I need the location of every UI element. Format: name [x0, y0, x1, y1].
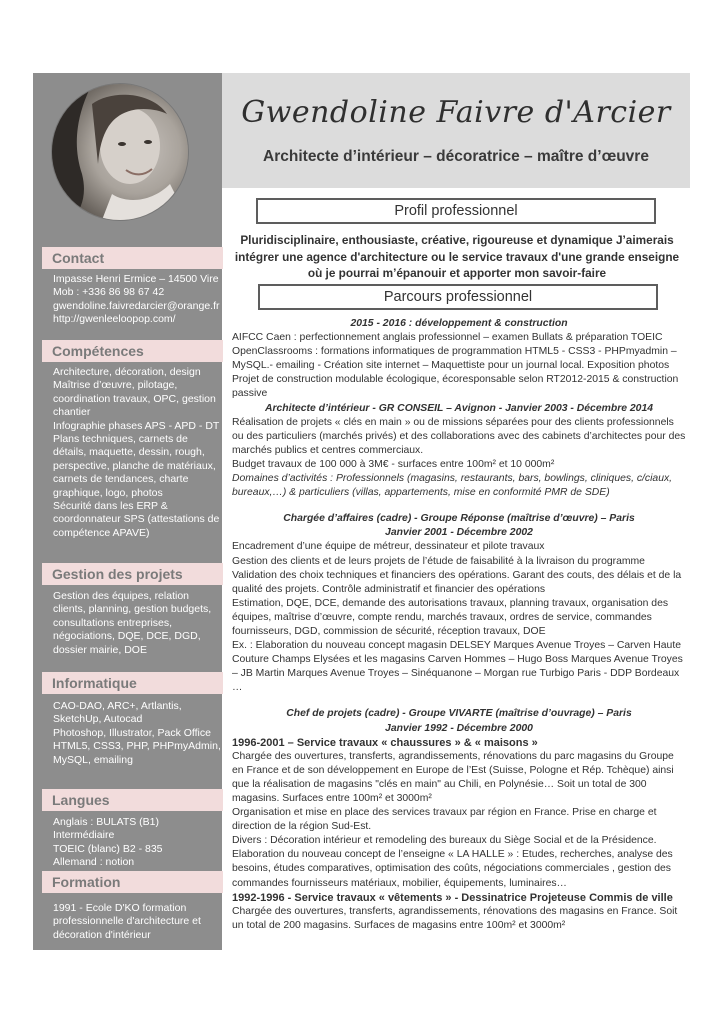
langues-heading: Langues	[42, 789, 223, 811]
header-band	[222, 73, 690, 188]
entry-heading: Architecte d’intérieur - GR CONSEIL – Avignon - Janvier 2003 - Décembre 2014	[264, 402, 654, 414]
informatique-heading: Informatique	[42, 672, 223, 694]
entry-line: Estimation, DQE, DCE, demande des autorisations travaux, planning travaux, organisation des équipes, maîtrise d’œuvre, compte rendu, marchés travaux, ordres de service, commandes fournisseurs, DGD, commission de sécurité, réception travaux, DOE	[232, 597, 669, 637]
entry-line: OpenClassrooms : formations informatiques de programmation HTML5 - CSS3 - PHPmyadmin – MySQL.- emailing - Création site internet – Maquettiste pour un journal local. Exposition photos	[232, 346, 677, 372]
gestion-list	[53, 590, 221, 657]
page-subtitle: Architecte d’intérieur – décoratrice – maître d’œuvre	[263, 148, 649, 165]
entry-dates: Janvier 2001 - Décembre 2002	[385, 527, 533, 539]
competences-heading: Compétences	[42, 340, 223, 362]
list-item: Photoshop, Illustrator, Pack Office	[53, 726, 211, 739]
contact-info	[53, 273, 221, 327]
entry-line: Domaines d’activités : Professionnels (magasins, restaurants, bars, bowlings, cliniques, c/ciaux, bureaux,…) & particuliers (villas, appartements, mise en conformité PMR de SDE)	[232, 473, 673, 499]
entry-line: Elaboration du nouveau concept de l’enseigne « LA HALLE » : Etudes, recherches, analyse des besoins, études comparatives, optimisation des coûts, négociations commerciales , gestion des commandes fournisseurs matériaux, mobilier, équipements, luminaires…	[232, 849, 673, 889]
contact-website-link[interactable]: http://gwenleeloopop.com/	[53, 313, 176, 326]
page-title: Gwendoline Faivre d'Arcier	[241, 95, 671, 130]
entry-line: Chargée des ouvertures, transferts, agrandissements, rénovations du parc magasins du Groupe en France et de son développement en Europe de l’Est (Suisse, Pologne et Rép. Tchèque) ainsi que la réalisation de magasins "clés en main" au Chili, en Polynésie… Soit un total de 300 magasins. Surfaces entre 100m² et 3000m²	[232, 750, 674, 804]
entry-heading: 2015 - 2016 : développement & construction	[350, 318, 568, 329]
entry-line: AIFCC Caen : perfectionnement anglais professionnel – examen Bullats & préparation TOEIC	[232, 332, 663, 344]
formation-list	[53, 902, 221, 942]
parcours-content	[232, 317, 686, 933]
entry-subheading: 1996-2001 – Service travaux « chaussures » & « maisons »	[232, 736, 538, 749]
entry-line: Budget travaux de 100 000 à 3M€ - surfaces entre 100m² et 10 000m²	[232, 458, 555, 470]
contact-phone: Mob : +336 86 98 67 42	[53, 286, 165, 299]
list-item: Plans techniques, carnets de détails, maquette, dessin, rough, perspective, planche de matériaux, carnets de tendances, charte graphique, logo, photos	[53, 433, 216, 499]
langues-list	[53, 816, 221, 870]
contact-email-link[interactable]: gwendoline.faivredarcier@orange.fr	[53, 299, 220, 312]
gestion-heading: Gestion des projets	[42, 563, 223, 585]
profil-heading: Profil professionnel	[256, 198, 656, 224]
entry-heading: Chef de projets (cadre) - Groupe VIVARTE (maîtrise d’ouvrage) – Paris	[286, 708, 632, 720]
contact-address: Impasse Henri Ermice – 14500 Vire	[53, 273, 219, 285]
formation-heading: Formation	[42, 871, 223, 893]
competences-list	[53, 366, 221, 540]
list-item: Anglais : BULATS (B1) Intermédiaire	[53, 816, 160, 842]
entry-line: Réalisation de projets « clés en main » ou de missions séparées pour des clients professionnels ou des particuliers (marchés privés) et des collaborations avec des cabinets d’architectes pour des marchés publics et centres commerciaux.	[232, 416, 686, 456]
list-item: Infographie phases APS - APD - DT	[53, 419, 220, 432]
informatique-list	[53, 700, 221, 767]
list-item: TOEIC (blanc) B2 - 835	[53, 842, 163, 855]
list-item: Architecture, décoration, design	[53, 366, 201, 378]
entry-line: Validation des choix techniques et financiers des opérations. Garant des couts, des délais et de la qualité des projets. Contrôle administratif et financier des opérations	[232, 569, 682, 595]
entry-line: Gestion des clients et de leurs projets de l’étude de faisabilité à la livraison du programme	[232, 555, 645, 567]
entry-line: Divers : Décoration intérieur et remodeling des bureaux du Siège Social et de la Présidence.	[232, 835, 657, 847]
entry-subheading: 1992-1996 - Service travaux « vêtements » - Dessinatrice Projeteuse Commis de ville	[232, 891, 673, 904]
entry-line: Ex. : Elaboration du nouveau concept magasin DELSEY Marques Avenue Troyes – Carven Haute Couture Champs Elysées et les magasins Carven Hommes – Hugo Boss Marques Avenue Troyes – JB Martin Marques Avenue Troyes – Sinéquanone – Morgan rue Turbigo Paris - DDP Bordeaux …	[232, 640, 683, 694]
entry-line: Projet de construction modulable écologique, écoresponsable selon RT2012-2015 & construction passive	[232, 374, 679, 400]
parcours-heading: Parcours professionnel	[258, 284, 658, 310]
entry-line: Encadrement d’une équipe de métreur, dessinateur et pilote travaux	[232, 541, 545, 553]
list-item: Maîtrise d’œuvre, pilotage, coordination travaux, OPC, gestion chantier	[53, 379, 216, 419]
list-item: CAO-DAO, ARC+, Artlantis, SketchUp, Autocad	[53, 700, 182, 726]
list-item: HTML5, CSS3, PHP, PHPmyAdmin, MySQL, emailing	[53, 740, 221, 766]
list-item: 1991 - Ecole D'KO formation professionnelle d'architecture et décoration d'intérieur	[53, 902, 201, 941]
entry-line: Organisation et mise en place des services travaux par région en France. Prise en charge et direction de la région Sud-Est.	[232, 807, 657, 833]
contact-heading: Contact	[42, 247, 223, 269]
entry-line: Chargée des ouvertures, transferts, agrandissements, rénovations des magasins en France. Soit un total de 200 magasins. Surfaces de magasins entre 100m² et 3000m²	[232, 905, 678, 931]
avatar	[52, 84, 188, 220]
profil-text: Pluridisciplinaire, enthousiaste, créative, rigoureuse et dynamique J’aimerais intégrer une agence d'architecture ou le service travaux d'une grande enseigne où je pourrai m’épanouir et apporter mon savoir-faire	[234, 233, 680, 280]
list-item: Gestion des équipes, relation clients, planning, gestion budgets, consultations entreprises, négociations, DQE, DCE, DGD, dossier mairie, DOE	[53, 590, 212, 656]
entry-dates: Janvier 1992 - Décembre 2000	[385, 722, 533, 734]
list-item: Allemand : notion	[53, 856, 135, 869]
list-item: Sécurité dans les ERP & coordonnateur SPS (attestations de compétence APAVE)	[53, 500, 220, 539]
entry-heading: Chargée d’affaires (cadre) - Groupe Réponse (maîtrise d’œuvre) – Paris	[283, 513, 635, 525]
